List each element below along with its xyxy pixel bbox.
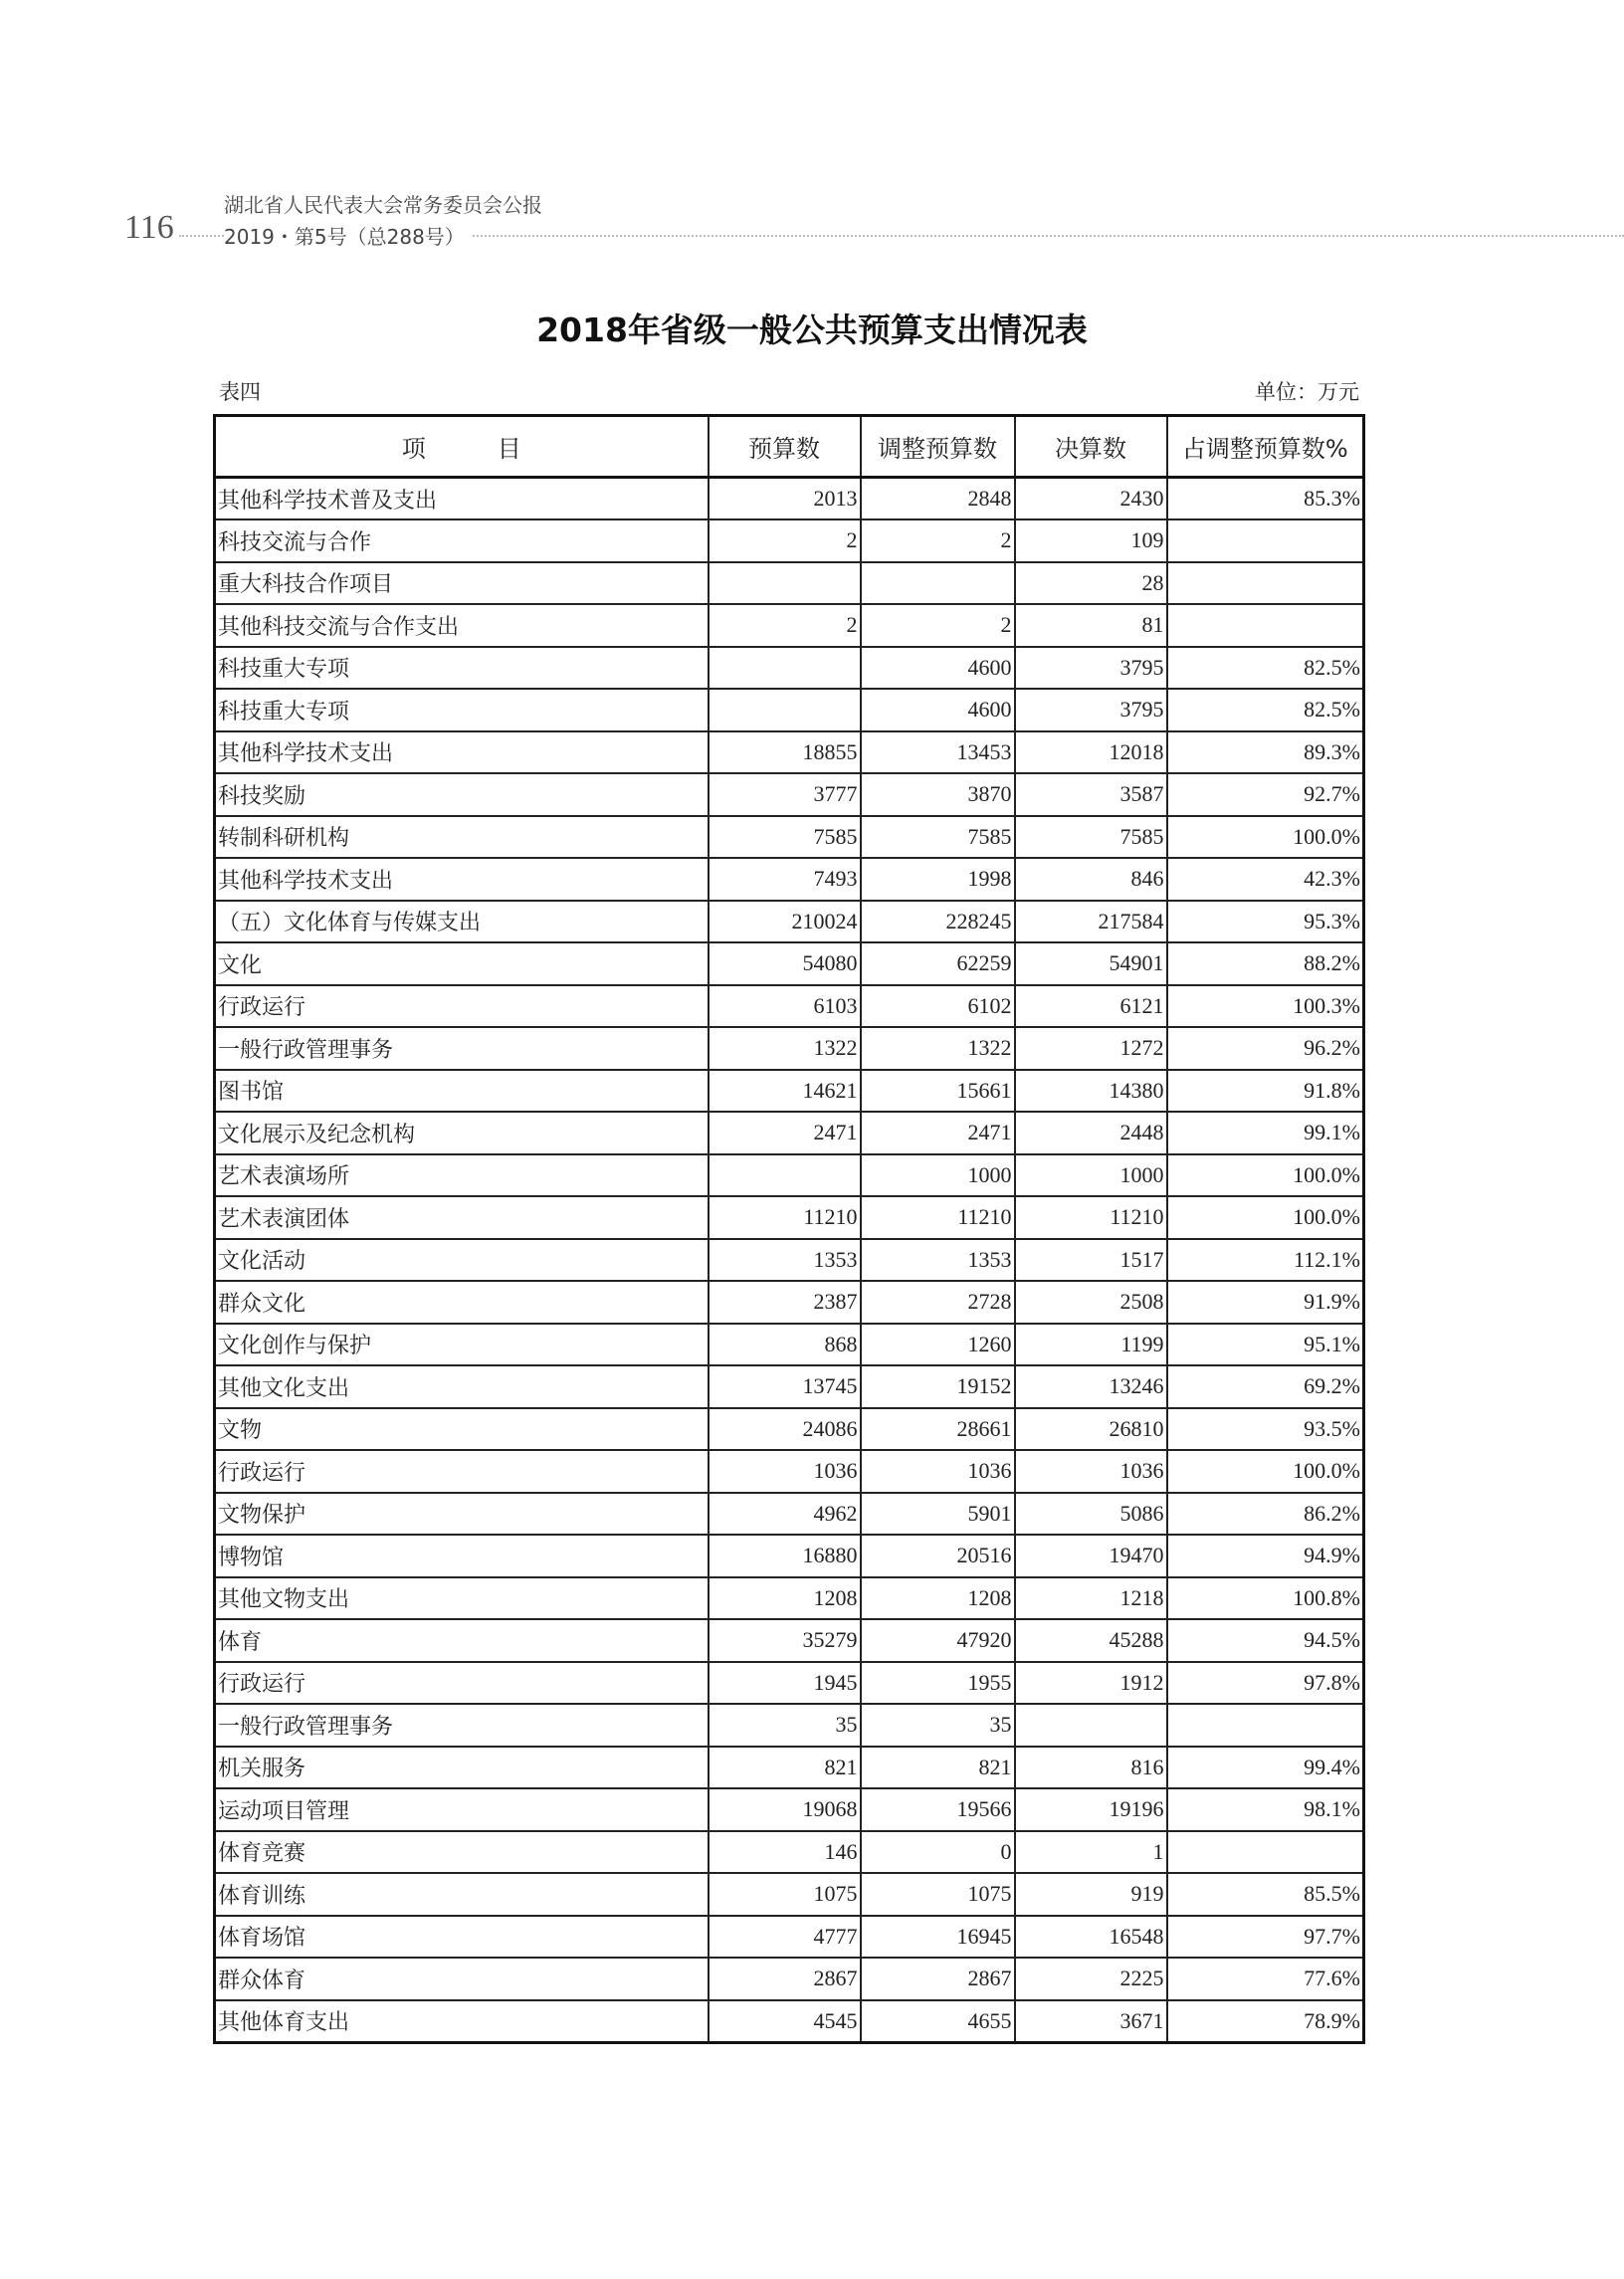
row-adjusted-cell: 1998 (861, 858, 1015, 901)
row-percent-cell: 94.9% (1167, 1535, 1364, 1577)
row-adjusted-cell: 1260 (861, 1324, 1015, 1366)
table-row (215, 1535, 1364, 1577)
row-budget-cell: 35279 (709, 1619, 861, 1662)
row-budget-cell: 2867 (709, 1958, 861, 2000)
row-budget-cell: 7493 (709, 858, 861, 901)
table-row (215, 562, 1364, 605)
row-adjusted-cell: 4600 (861, 689, 1015, 731)
row-final-cell: 109 (1015, 519, 1167, 562)
table-label: 表四 (219, 380, 261, 404)
column-header-percent: 占调整预算数% (1167, 416, 1364, 478)
table-row (215, 901, 1364, 943)
table-row (215, 1281, 1364, 1324)
table-row (215, 773, 1364, 816)
row-adjusted-cell: 6102 (861, 985, 1015, 1028)
row-adjusted-cell: 1000 (861, 1154, 1015, 1197)
row-adjusted-cell: 1208 (861, 1577, 1015, 1620)
row-percent-cell: 85.5% (1167, 1873, 1364, 1916)
row-item-cell: 文化活动 (215, 1239, 709, 1282)
row-percent-cell: 100.0% (1167, 1154, 1364, 1197)
row-adjusted-cell: 2 (861, 519, 1015, 562)
row-item-cell: 体育训练 (215, 1873, 709, 1916)
row-final-cell: 54901 (1015, 942, 1167, 985)
row-percent-cell: 94.5% (1167, 1619, 1364, 1662)
row-item-cell: 图书馆 (215, 1070, 709, 1113)
page-number: 116 (124, 209, 174, 246)
row-final-cell: 217584 (1015, 901, 1167, 943)
row-item-cell: 科技重大专项 (215, 689, 709, 731)
table-row (215, 816, 1364, 859)
row-budget-cell: 35 (709, 1704, 861, 1747)
table-row (215, 1831, 1364, 1874)
row-adjusted-cell: 35 (861, 1704, 1015, 1747)
document-title: 2018年省级一般公共预算支出情况表 (536, 311, 1088, 349)
row-percent-cell: 100.0% (1167, 1196, 1364, 1239)
row-percent-cell: 82.5% (1167, 647, 1364, 690)
row-budget-cell: 2387 (709, 1281, 861, 1324)
row-adjusted-cell: 1036 (861, 1450, 1015, 1493)
budget-table (213, 414, 1365, 2044)
row-percent-cell: 97.8% (1167, 1662, 1364, 1705)
row-budget-cell (709, 562, 861, 605)
table-row (215, 985, 1364, 1028)
row-budget-cell: 4777 (709, 1916, 861, 1959)
row-percent-cell: 100.0% (1167, 1450, 1364, 1493)
row-item-cell: 科技重大专项 (215, 647, 709, 690)
row-final-cell: 2225 (1015, 1958, 1167, 2000)
row-adjusted-cell: 1322 (861, 1027, 1015, 1070)
row-percent-cell: 85.3% (1167, 478, 1364, 520)
row-item-cell: 其他文物支出 (215, 1577, 709, 1620)
row-final-cell: 1272 (1015, 1027, 1167, 1070)
row-item-cell: 文化创作与保护 (215, 1324, 709, 1366)
row-budget-cell: 14621 (709, 1070, 861, 1113)
row-final-cell: 2448 (1015, 1112, 1167, 1154)
row-adjusted-cell: 1955 (861, 1662, 1015, 1705)
table-row (215, 942, 1364, 985)
row-item-cell: 体育场馆 (215, 1916, 709, 1959)
row-budget-cell: 1945 (709, 1662, 861, 1705)
row-item-cell: 转制科研机构 (215, 816, 709, 859)
row-item-cell: 机关服务 (215, 1747, 709, 1789)
row-budget-cell: 18855 (709, 731, 861, 774)
row-final-cell: 6121 (1015, 985, 1167, 1028)
row-item-cell: 文物 (215, 1408, 709, 1451)
row-item-cell: 文化展示及纪念机构 (215, 1112, 709, 1154)
row-adjusted-cell: 11210 (861, 1196, 1015, 1239)
row-final-cell: 1912 (1015, 1662, 1167, 1705)
row-budget-cell: 210024 (709, 901, 861, 943)
row-budget-cell: 24086 (709, 1408, 861, 1451)
row-budget-cell: 13745 (709, 1365, 861, 1408)
row-adjusted-cell: 1353 (861, 1239, 1015, 1282)
row-percent-cell (1167, 1831, 1364, 1874)
row-adjusted-cell: 15661 (861, 1070, 1015, 1113)
table-row (215, 1577, 1364, 1620)
row-adjusted-cell: 4600 (861, 647, 1015, 690)
row-item-cell: 其他科技交流与合作支出 (215, 604, 709, 647)
table-row (215, 1704, 1364, 1747)
row-final-cell: 919 (1015, 1873, 1167, 1916)
row-final-cell: 1 (1015, 1831, 1167, 1874)
row-percent-cell: 69.2% (1167, 1365, 1364, 1408)
column-header-item: 项 目 (215, 416, 709, 478)
row-adjusted-cell: 13453 (861, 731, 1015, 774)
row-item-cell: 文化 (215, 942, 709, 985)
table-row (215, 731, 1364, 774)
row-item-cell: 一般行政管理事务 (215, 1704, 709, 1747)
table-row (215, 519, 1364, 562)
table-row (215, 1027, 1364, 1070)
row-budget-cell: 16880 (709, 1535, 861, 1577)
row-item-cell: 艺术表演场所 (215, 1154, 709, 1197)
row-budget-cell: 868 (709, 1324, 861, 1366)
row-item-cell: 科技交流与合作 (215, 519, 709, 562)
row-budget-cell: 2013 (709, 478, 861, 520)
row-final-cell: 1036 (1015, 1450, 1167, 1493)
row-adjusted-cell: 3870 (861, 773, 1015, 816)
row-final-cell: 3795 (1015, 689, 1167, 731)
row-budget-cell: 1208 (709, 1577, 861, 1620)
table-row (215, 689, 1364, 731)
publication-name: 湖北省人民代表大会常务委员会公报 (224, 193, 542, 217)
row-final-cell: 3587 (1015, 773, 1167, 816)
row-adjusted-cell: 7585 (861, 816, 1015, 859)
row-budget-cell: 11210 (709, 1196, 861, 1239)
row-percent-cell: 100.8% (1167, 1577, 1364, 1620)
row-percent-cell: 100.0% (1167, 816, 1364, 859)
row-percent-cell: 99.1% (1167, 1112, 1364, 1154)
table-row (215, 858, 1364, 901)
row-final-cell: 2430 (1015, 478, 1167, 520)
table-row (215, 1070, 1364, 1113)
row-final-cell: 1517 (1015, 1239, 1167, 1282)
row-percent-cell: 42.3% (1167, 858, 1364, 901)
row-item-cell: 群众体育 (215, 1958, 709, 2000)
row-final-cell: 5086 (1015, 1493, 1167, 1536)
row-item-cell: 运动项目管理 (215, 1788, 709, 1831)
table-header-row (215, 416, 1364, 478)
table-row (215, 1662, 1364, 1705)
row-adjusted-cell: 62259 (861, 942, 1015, 985)
row-percent-cell: 82.5% (1167, 689, 1364, 731)
row-budget-cell: 2471 (709, 1112, 861, 1154)
table-row (215, 1365, 1364, 1408)
column-header-final: 决算数 (1015, 416, 1167, 478)
row-final-cell: 7585 (1015, 816, 1167, 859)
row-adjusted-cell: 4655 (861, 2000, 1015, 2043)
row-budget-cell: 4545 (709, 2000, 861, 2043)
table-body (215, 478, 1364, 2043)
row-budget-cell: 54080 (709, 942, 861, 985)
table-row (215, 1493, 1364, 1536)
row-item-cell: 行政运行 (215, 1662, 709, 1705)
row-final-cell: 1000 (1015, 1154, 1167, 1197)
table-row (215, 1916, 1364, 1959)
row-budget-cell: 19068 (709, 1788, 861, 1831)
row-percent-cell: 91.8% (1167, 1070, 1364, 1113)
row-percent-cell: 99.4% (1167, 1747, 1364, 1789)
row-budget-cell: 821 (709, 1747, 861, 1789)
row-item-cell: 一般行政管理事务 (215, 1027, 709, 1070)
row-budget-cell: 2 (709, 604, 861, 647)
row-budget-cell (709, 1154, 861, 1197)
row-item-cell: 科技奖励 (215, 773, 709, 816)
row-budget-cell (709, 647, 861, 690)
row-adjusted-cell: 821 (861, 1747, 1015, 1789)
table-row (215, 1324, 1364, 1366)
row-percent-cell: 98.1% (1167, 1788, 1364, 1831)
row-adjusted-cell: 19566 (861, 1788, 1015, 1831)
row-item-cell: 其他科学技术普及支出 (215, 478, 709, 520)
row-budget-cell: 7585 (709, 816, 861, 859)
row-adjusted-cell: 19152 (861, 1365, 1015, 1408)
table-row (215, 1450, 1364, 1493)
row-percent-cell: 91.9% (1167, 1281, 1364, 1324)
row-final-cell: 2508 (1015, 1281, 1167, 1324)
table-row (215, 478, 1364, 520)
row-adjusted-cell (861, 562, 1015, 605)
row-item-cell: 博物馆 (215, 1535, 709, 1577)
page-header (0, 189, 1624, 249)
table-row (215, 1239, 1364, 1282)
row-percent-cell (1167, 562, 1364, 605)
row-percent-cell: 89.3% (1167, 731, 1364, 774)
row-percent-cell: 97.7% (1167, 1916, 1364, 1959)
row-item-cell: 行政运行 (215, 1450, 709, 1493)
row-adjusted-cell: 228245 (861, 901, 1015, 943)
row-budget-cell: 4962 (709, 1493, 861, 1536)
row-percent-cell: 88.2% (1167, 942, 1364, 985)
row-percent-cell: 77.6% (1167, 1958, 1364, 2000)
row-item-cell: 重大科技合作项目 (215, 562, 709, 605)
row-final-cell: 3671 (1015, 2000, 1167, 2043)
row-budget-cell: 6103 (709, 985, 861, 1028)
row-adjusted-cell: 28661 (861, 1408, 1015, 1451)
row-budget-cell: 146 (709, 1831, 861, 1874)
row-item-cell: 其他文化支出 (215, 1365, 709, 1408)
row-final-cell: 26810 (1015, 1408, 1167, 1451)
row-final-cell: 3795 (1015, 647, 1167, 690)
row-budget-cell: 1036 (709, 1450, 861, 1493)
row-final-cell: 846 (1015, 858, 1167, 901)
row-adjusted-cell: 2728 (861, 1281, 1015, 1324)
row-adjusted-cell: 0 (861, 1831, 1015, 1874)
row-final-cell: 81 (1015, 604, 1167, 647)
row-adjusted-cell: 2867 (861, 1958, 1015, 2000)
table-row (215, 1112, 1364, 1154)
row-final-cell: 14380 (1015, 1070, 1167, 1113)
row-item-cell: 行政运行 (215, 985, 709, 1028)
table-row (215, 2000, 1364, 2043)
row-final-cell: 28 (1015, 562, 1167, 605)
row-item-cell: 群众文化 (215, 1281, 709, 1324)
row-final-cell: 13246 (1015, 1365, 1167, 1408)
row-final-cell: 45288 (1015, 1619, 1167, 1662)
row-budget-cell (709, 689, 861, 731)
row-percent-cell: 100.3% (1167, 985, 1364, 1028)
row-budget-cell: 1353 (709, 1239, 861, 1282)
row-adjusted-cell: 2 (861, 604, 1015, 647)
row-percent-cell (1167, 604, 1364, 647)
row-percent-cell: 93.5% (1167, 1408, 1364, 1451)
table-row (215, 647, 1364, 690)
row-item-cell: 其他科学技术支出 (215, 858, 709, 901)
row-percent-cell: 96.2% (1167, 1027, 1364, 1070)
column-header-budget: 预算数 (709, 416, 861, 478)
row-item-cell: 其他科学技术支出 (215, 731, 709, 774)
issue-number: 2019・第5号（总288号） (224, 221, 473, 250)
table-row (215, 1619, 1364, 1662)
row-percent-cell (1167, 519, 1364, 562)
table-row (215, 1788, 1364, 1831)
column-header-adjusted: 调整预算数 (861, 416, 1015, 478)
row-item-cell: 其他体育支出 (215, 2000, 709, 2043)
row-final-cell: 11210 (1015, 1196, 1167, 1239)
row-percent-cell: 92.7% (1167, 773, 1364, 816)
row-final-cell: 12018 (1015, 731, 1167, 774)
row-adjusted-cell: 16945 (861, 1916, 1015, 1959)
row-item-cell: 体育竞赛 (215, 1831, 709, 1874)
row-item-cell: 艺术表演团体 (215, 1196, 709, 1239)
row-percent-cell: 95.3% (1167, 901, 1364, 943)
row-percent-cell: 78.9% (1167, 2000, 1364, 2043)
table-row (215, 1408, 1364, 1451)
row-percent-cell: 112.1% (1167, 1239, 1364, 1282)
table-row (215, 1873, 1364, 1916)
table-row (215, 1196, 1364, 1239)
table-row (215, 1747, 1364, 1789)
row-final-cell: 19470 (1015, 1535, 1167, 1577)
table-row (215, 1154, 1364, 1197)
row-percent-cell: 95.1% (1167, 1324, 1364, 1366)
row-budget-cell: 2 (709, 519, 861, 562)
row-budget-cell: 1322 (709, 1027, 861, 1070)
unit-label: 单位：万元 (1255, 380, 1359, 404)
row-adjusted-cell: 2848 (861, 478, 1015, 520)
row-item-cell: （五）文化体育与传媒支出 (215, 901, 709, 943)
row-adjusted-cell: 5901 (861, 1493, 1015, 1536)
table-row (215, 604, 1364, 647)
row-percent-cell: 86.2% (1167, 1493, 1364, 1536)
row-item-cell: 文物保护 (215, 1493, 709, 1536)
row-budget-cell: 1075 (709, 1873, 861, 1916)
row-adjusted-cell: 1075 (861, 1873, 1015, 1916)
row-final-cell: 16548 (1015, 1916, 1167, 1959)
row-item-cell: 体育 (215, 1619, 709, 1662)
row-adjusted-cell: 20516 (861, 1535, 1015, 1577)
row-final-cell: 1199 (1015, 1324, 1167, 1366)
table-row (215, 1958, 1364, 2000)
row-adjusted-cell: 47920 (861, 1619, 1015, 1662)
row-final-cell: 19196 (1015, 1788, 1167, 1831)
row-budget-cell: 3777 (709, 773, 861, 816)
row-percent-cell (1167, 1704, 1364, 1747)
row-final-cell: 816 (1015, 1747, 1167, 1789)
row-final-cell (1015, 1704, 1167, 1747)
row-final-cell: 1218 (1015, 1577, 1167, 1620)
row-adjusted-cell: 2471 (861, 1112, 1015, 1154)
